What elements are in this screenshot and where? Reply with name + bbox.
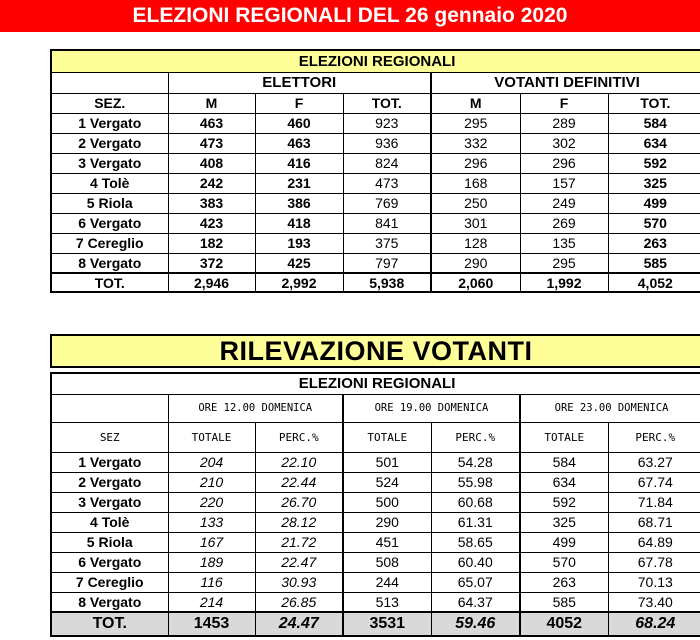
totale-12-cell: 220 — [168, 492, 255, 512]
votanti-f-cell: 296 — [520, 153, 608, 173]
totale-12-cell: 116 — [168, 572, 255, 592]
sez-cell: 5 Riola — [51, 193, 168, 213]
total-votanti-tot-cell: 4,052 — [608, 273, 700, 292]
sez-cell: 6 Vergato — [51, 213, 168, 233]
group-header-elettori: ELETTORI — [168, 72, 431, 93]
elettori-tot-cell: 936 — [343, 133, 431, 153]
col-header-perc-19: PERC.% — [431, 422, 520, 452]
sez-cell: 1 Vergato — [51, 452, 168, 472]
table-row — [51, 492, 700, 512]
totale-19-cell: 508 — [343, 552, 431, 572]
perc-19-cell: 64.37 — [431, 592, 520, 612]
totale-23-cell: 592 — [520, 492, 608, 512]
perc-23-cell: 64.89 — [608, 532, 700, 552]
table-row — [51, 213, 700, 233]
col-header-totale-19: TOTALE — [343, 422, 431, 452]
elettori-tot-cell: 473 — [343, 173, 431, 193]
col-header-totale-12: TOTALE — [168, 422, 255, 452]
col-header-votanti-tot: TOT. — [608, 93, 700, 113]
elettori-f-cell: 193 — [255, 233, 343, 253]
col-header-sez: SEZ. — [51, 93, 168, 113]
perc-23-cell: 70.13 — [608, 572, 700, 592]
empty-header-cell — [51, 394, 168, 422]
perc-23-cell: 68.71 — [608, 512, 700, 532]
sez-cell: 2 Vergato — [51, 133, 168, 153]
rilevazione-title: RILEVAZIONE VOTANTI — [50, 334, 700, 368]
elettori-m-cell: 408 — [168, 153, 255, 173]
perc-19-cell: 58.65 — [431, 532, 520, 552]
totale-19-cell: 500 — [343, 492, 431, 512]
total-totale-23-cell: 4052 — [520, 612, 608, 636]
col-header-perc-23: PERC.% — [608, 422, 700, 452]
perc-12-cell: 28.12 — [255, 512, 343, 532]
elettori-m-cell: 372 — [168, 253, 255, 273]
perc-12-cell: 22.10 — [255, 452, 343, 472]
votanti-m-cell: 301 — [431, 213, 520, 233]
perc-23-cell: 63.27 — [608, 452, 700, 472]
table-row — [51, 173, 700, 193]
votanti-tot-cell: 570 — [608, 213, 700, 233]
totale-23-cell: 634 — [520, 472, 608, 492]
elettori-f-cell: 460 — [255, 113, 343, 133]
totale-19-cell: 501 — [343, 452, 431, 472]
sez-cell: 8 Vergato — [51, 253, 168, 273]
col-header-totale-23: TOTALE — [520, 422, 608, 452]
votanti-f-cell: 135 — [520, 233, 608, 253]
sez-cell: 8 Vergato — [51, 592, 168, 612]
col-header-votanti-m: M — [431, 93, 520, 113]
table-row — [51, 472, 700, 492]
totale-12-cell: 189 — [168, 552, 255, 572]
totale-12-cell: 133 — [168, 512, 255, 532]
perc-23-cell: 67.74 — [608, 472, 700, 492]
perc-19-cell: 54.28 — [431, 452, 520, 472]
perc-12-cell: 22.47 — [255, 552, 343, 572]
totale-23-cell: 263 — [520, 572, 608, 592]
perc-12-cell: 22.44 — [255, 472, 343, 492]
total-sez-cell: TOT. — [51, 612, 168, 636]
sez-cell: 1 Vergato — [51, 113, 168, 133]
col-header-elettori-tot: TOT. — [343, 93, 431, 113]
elettori-f-cell: 425 — [255, 253, 343, 273]
totale-19-cell: 524 — [343, 472, 431, 492]
perc-12-cell: 26.85 — [255, 592, 343, 612]
table-row — [51, 552, 700, 572]
col-header-votanti-f: F — [520, 93, 608, 113]
perc-19-cell: 60.40 — [431, 552, 520, 572]
votanti-f-cell: 269 — [520, 213, 608, 233]
elettori-m-cell: 242 — [168, 173, 255, 193]
votanti-f-cell: 157 — [520, 173, 608, 193]
col-header-perc-12: PERC.% — [255, 422, 343, 452]
total-sez-cell: TOT. — [51, 273, 168, 292]
elettori-tot-cell: 923 — [343, 113, 431, 133]
totale-12-cell: 204 — [168, 452, 255, 472]
totale-12-cell: 214 — [168, 592, 255, 612]
total-perc-12-cell: 24.47 — [255, 612, 343, 636]
table-row — [51, 452, 700, 472]
votanti-m-cell: 296 — [431, 153, 520, 173]
votanti-m-cell: 128 — [431, 233, 520, 253]
perc-19-cell: 60.68 — [431, 492, 520, 512]
elettori-tot-cell: 797 — [343, 253, 431, 273]
empty-header-cell — [51, 72, 168, 93]
sez-cell: 7 Cereglio — [51, 233, 168, 253]
votanti-m-cell: 290 — [431, 253, 520, 273]
elettori-tot-cell: 824 — [343, 153, 431, 173]
total-totale-19-cell: 3531 — [343, 612, 431, 636]
votanti-f-cell: 302 — [520, 133, 608, 153]
votanti-tot-cell: 585 — [608, 253, 700, 273]
elettori-f-cell: 463 — [255, 133, 343, 153]
votanti-tot-cell: 263 — [608, 233, 700, 253]
sez-cell: 4 Tolè — [51, 512, 168, 532]
header-ore-23: ORE 23.00 DOMENICA — [520, 394, 700, 422]
elettori-tot-cell: 769 — [343, 193, 431, 213]
table-row — [51, 153, 700, 173]
table-row — [51, 572, 700, 592]
total-elettori-f-cell: 2,992 — [255, 273, 343, 292]
total-elettori-tot-cell: 5,938 — [343, 273, 431, 292]
elettori-tot-cell: 375 — [343, 233, 431, 253]
votanti-tot-cell: 634 — [608, 133, 700, 153]
perc-23-cell: 71.84 — [608, 492, 700, 512]
sez-cell: 3 Vergato — [51, 492, 168, 512]
table-row — [51, 133, 700, 153]
perc-12-cell: 26.70 — [255, 492, 343, 512]
totale-23-cell: 570 — [520, 552, 608, 572]
votanti-f-cell: 295 — [520, 253, 608, 273]
total-perc-19-cell: 59.46 — [431, 612, 520, 636]
votanti-m-cell: 250 — [431, 193, 520, 213]
perc-19-cell: 61.31 — [431, 512, 520, 532]
votanti-m-cell: 295 — [431, 113, 520, 133]
header-ore-12: ORE 12.00 DOMENICA — [168, 394, 343, 422]
total-votanti-f-cell: 1,992 — [520, 273, 608, 292]
totale-19-cell: 244 — [343, 572, 431, 592]
votanti-m-cell: 332 — [431, 133, 520, 153]
votanti-f-cell: 249 — [520, 193, 608, 213]
header-ore-19: ORE 19.00 DOMENICA — [343, 394, 520, 422]
votanti-tot-cell: 584 — [608, 113, 700, 133]
table-row — [51, 113, 700, 133]
elettori-f-cell: 416 — [255, 153, 343, 173]
totale-23-cell: 499 — [520, 532, 608, 552]
totale-12-cell: 167 — [168, 532, 255, 552]
perc-19-cell: 55.98 — [431, 472, 520, 492]
sez-cell: 7 Cereglio — [51, 572, 168, 592]
totale-19-cell: 513 — [343, 592, 431, 612]
table-row — [51, 532, 700, 552]
total-votanti-m-cell: 2,060 — [431, 273, 520, 292]
group-header-votanti: VOTANTI DEFINITIVI — [431, 72, 700, 93]
table-row — [51, 253, 700, 273]
totale-12-cell: 210 — [168, 472, 255, 492]
elettori-f-cell: 231 — [255, 173, 343, 193]
elettori-m-cell: 423 — [168, 213, 255, 233]
sez-cell: 6 Vergato — [51, 552, 168, 572]
table-row — [51, 233, 700, 253]
perc-23-cell: 73.40 — [608, 592, 700, 612]
elettori-m-cell: 383 — [168, 193, 255, 213]
sez-cell: 2 Vergato — [51, 472, 168, 492]
elettori-f-cell: 418 — [255, 213, 343, 233]
rilevazione-votanti-table — [50, 372, 700, 637]
col-header-elettori-m: M — [168, 93, 255, 113]
perc-19-cell: 65.07 — [431, 572, 520, 592]
votanti-tot-cell: 592 — [608, 153, 700, 173]
totale-23-cell: 585 — [520, 592, 608, 612]
totale-23-cell: 584 — [520, 452, 608, 472]
table-row — [51, 193, 700, 213]
votanti-tot-cell: 325 — [608, 173, 700, 193]
sez-cell: 5 Riola — [51, 532, 168, 552]
total-perc-23-cell: 68.24 — [608, 612, 700, 636]
elettori-m-cell: 182 — [168, 233, 255, 253]
table-row — [51, 592, 700, 612]
elettori-m-cell: 463 — [168, 113, 255, 133]
sez-cell: 3 Vergato — [51, 153, 168, 173]
table-title: ELEZIONI REGIONALI — [51, 50, 700, 72]
col-header-sez: SEZ — [51, 422, 168, 452]
elettori-votanti-table — [50, 49, 700, 293]
perc-23-cell: 67.78 — [608, 552, 700, 572]
totale-23-cell: 325 — [520, 512, 608, 532]
votanti-f-cell: 289 — [520, 113, 608, 133]
total-row — [51, 273, 700, 292]
total-row — [51, 612, 700, 636]
elettori-tot-cell: 841 — [343, 213, 431, 233]
perc-12-cell: 30.93 — [255, 572, 343, 592]
col-header-elettori-f: F — [255, 93, 343, 113]
total-totale-12-cell: 1453 — [168, 612, 255, 636]
elettori-f-cell: 386 — [255, 193, 343, 213]
votanti-tot-cell: 499 — [608, 193, 700, 213]
page-title-banner: ELEZIONI REGIONALI DEL 26 gennaio 2020 — [0, 0, 700, 32]
totale-19-cell: 451 — [343, 532, 431, 552]
table-subtitle: ELEZIONI REGIONALI — [51, 373, 700, 394]
elettori-m-cell: 473 — [168, 133, 255, 153]
table-row — [51, 512, 700, 532]
totale-19-cell: 290 — [343, 512, 431, 532]
sez-cell: 4 Tolè — [51, 173, 168, 193]
perc-12-cell: 21.72 — [255, 532, 343, 552]
total-elettori-m-cell: 2,946 — [168, 273, 255, 292]
votanti-m-cell: 168 — [431, 173, 520, 193]
